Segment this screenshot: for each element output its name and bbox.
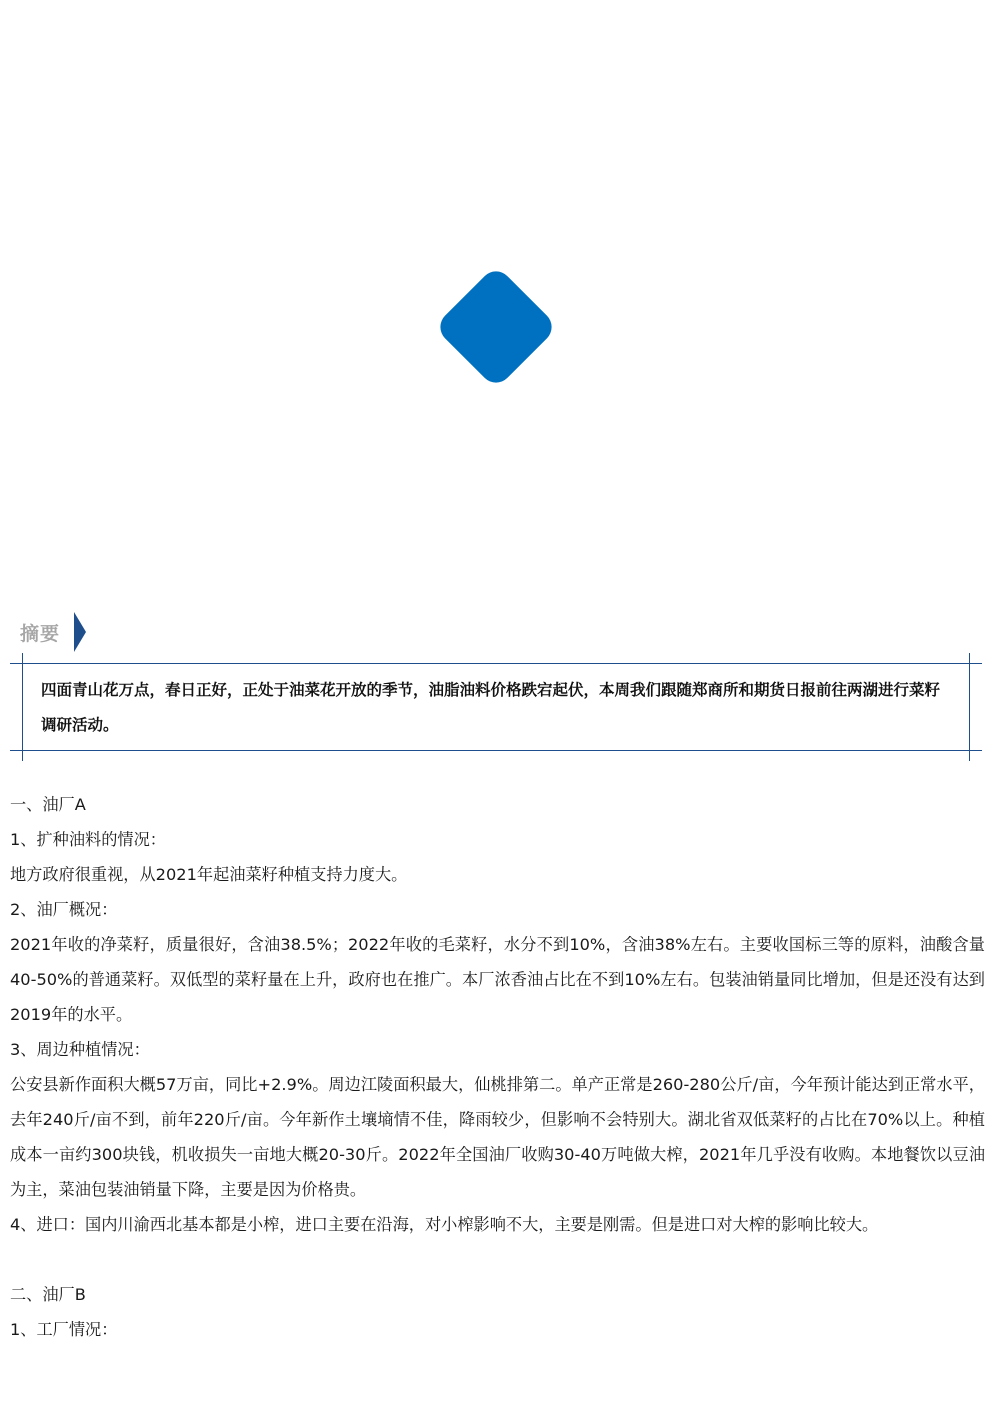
abstract-header: [20, 612, 86, 652]
section-heading-oil-plant-b: 二、油厂B: [10, 1285, 86, 1304]
diamond-logo-icon: [424, 255, 568, 399]
paragraph: 地方政府很重视，从2021年起油菜籽种植支持力度大。: [10, 865, 408, 884]
chevron-right-icon: [74, 612, 86, 652]
blank-line: [10, 1242, 985, 1277]
subsection-heading: 1、工厂情况：: [10, 1320, 118, 1339]
paragraph: 公安县新作面积大概57万亩，同比+2.9%。周边江陵面积最大，仙桃排第二。单产正常是260-280公斤/亩，今年预计能达到正常水平，去年240斤/亩不到，前年220斤/亩。今年新作土壤墒情不佳，降雨较少，但影响不会特别大。湖北省双低菜籽的占比在70%以上。种植成本一亩约300块钱，机收损失一亩地大概20-30斤。2022年全国油厂收购30-40万吨做大榨，2021年几乎没有收购。本地餐饮以豆油为主，菜油包装油销量下降，主要是因为价格贵。: [10, 1075, 985, 1199]
document-body: [10, 787, 985, 1347]
abstract-top-rule: [10, 663, 982, 664]
subsection-heading: 3、周边种植情况：: [10, 1040, 150, 1059]
section-heading-oil-plant-a: 一、油厂A: [10, 795, 86, 814]
abstract-box: [10, 663, 982, 751]
subsection-heading: 1、扩种油料的情况：: [10, 830, 166, 849]
paragraph: 2021年收的净菜籽，质量很好，含油38.5%；2022年收的毛菜籽，水分不到10%，含油38%左右。主要收国标三等的原料，油酸含量40-50%的普通菜籽。双低型的菜籽量在上升，政府也在推广。本厂浓香油占比在不到10%左右。包装油销量同比增加，但是还没有达到2019年的水平。: [10, 935, 985, 1024]
paragraph: 4、进口：国内川渝西北基本都是小榨，进口主要在沿海，对小榨影响不大，主要是刚需。但是进口对大榨的影响比较大。: [10, 1215, 879, 1234]
subsection-heading: 2、油厂概况：: [10, 900, 118, 919]
abstract-title: 摘要: [20, 622, 61, 645]
abstract-text: 四面青山花万点，春日正好，正处于油菜花开放的季节，油脂油料价格跌宕起伏，本周我们跟随郑商所和期货日报前往两湖进行菜籽调研活动。: [41, 681, 941, 734]
abstract-left-rule: [22, 653, 23, 761]
abstract-right-rule: [969, 653, 970, 761]
abstract-bottom-rule: [10, 750, 982, 751]
